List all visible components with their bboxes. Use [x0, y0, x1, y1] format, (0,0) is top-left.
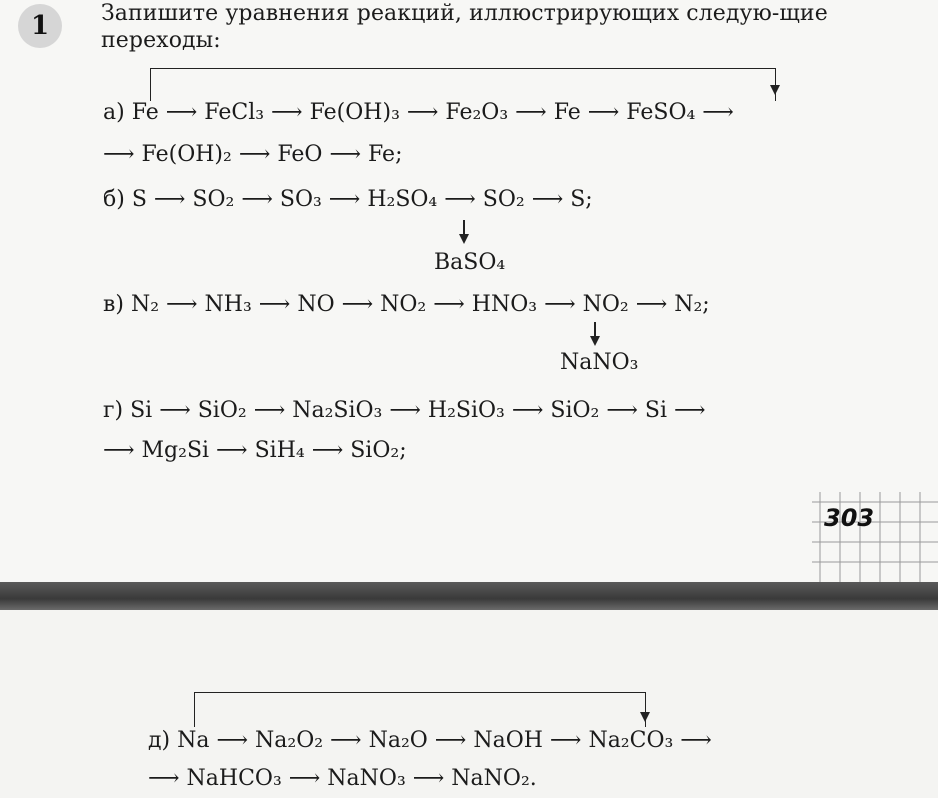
- chain-a-line-1: а) Fe ⟶ FeCl₃ ⟶ Fe(OH)₃ ⟶ Fe₂O₃ ⟶ Fe ⟶ FeSO₄ ⟶: [103, 100, 734, 125]
- task-number-badge: 1: [18, 4, 62, 48]
- bracket-arrowhead-a: [770, 85, 780, 95]
- chain-d-line-1: д) Na ⟶ Na₂O₂ ⟶ Na₂O ⟶ NaOH ⟶ Na₂CO₃ ⟶: [148, 728, 712, 753]
- page-divider: [0, 582, 938, 610]
- down-arrow-b-head: [459, 234, 469, 244]
- chain-g-line-1: г) Si ⟶ SiO₂ ⟶ Na₂SiO₃ ⟶ H₂SiO₃ ⟶ SiO₂ ⟶ Si ⟶: [103, 398, 706, 423]
- chain-v-line-1: в) N₂ ⟶ NH₃ ⟶ NO ⟶ NO₂ ⟶ HNO₃ ⟶ NO₂ ⟶ N₂;: [103, 292, 710, 317]
- chain-b-branch: BaSO₄: [434, 250, 506, 275]
- task-instruction: Запишите уравнения реакций, иллюстрирующих следую-щие переходы:: [101, 1, 828, 53]
- bracket-arrowhead-d: [640, 712, 650, 722]
- chain-d-line-2: ⟶ NaHCO₃ ⟶ NaNO₃ ⟶ NaNO₂.: [148, 766, 537, 791]
- transition-bracket-a: [150, 68, 776, 101]
- down-arrow-v-head: [590, 336, 600, 346]
- transition-bracket-d: [194, 692, 646, 727]
- chain-a-line-2: ⟶ Fe(OH)₂ ⟶ FeO ⟶ Fe;: [103, 142, 403, 167]
- chain-v-branch: NaNO₃: [560, 350, 639, 375]
- chain-b-line-1: б) S ⟶ SO₂ ⟶ SO₃ ⟶ H₂SO₄ ⟶ SO₂ ⟶ S;: [103, 187, 593, 212]
- chain-g-line-2: ⟶ Mg₂Si ⟶ SiH₄ ⟶ SiO₂;: [103, 438, 407, 463]
- page-number: 303: [824, 504, 875, 532]
